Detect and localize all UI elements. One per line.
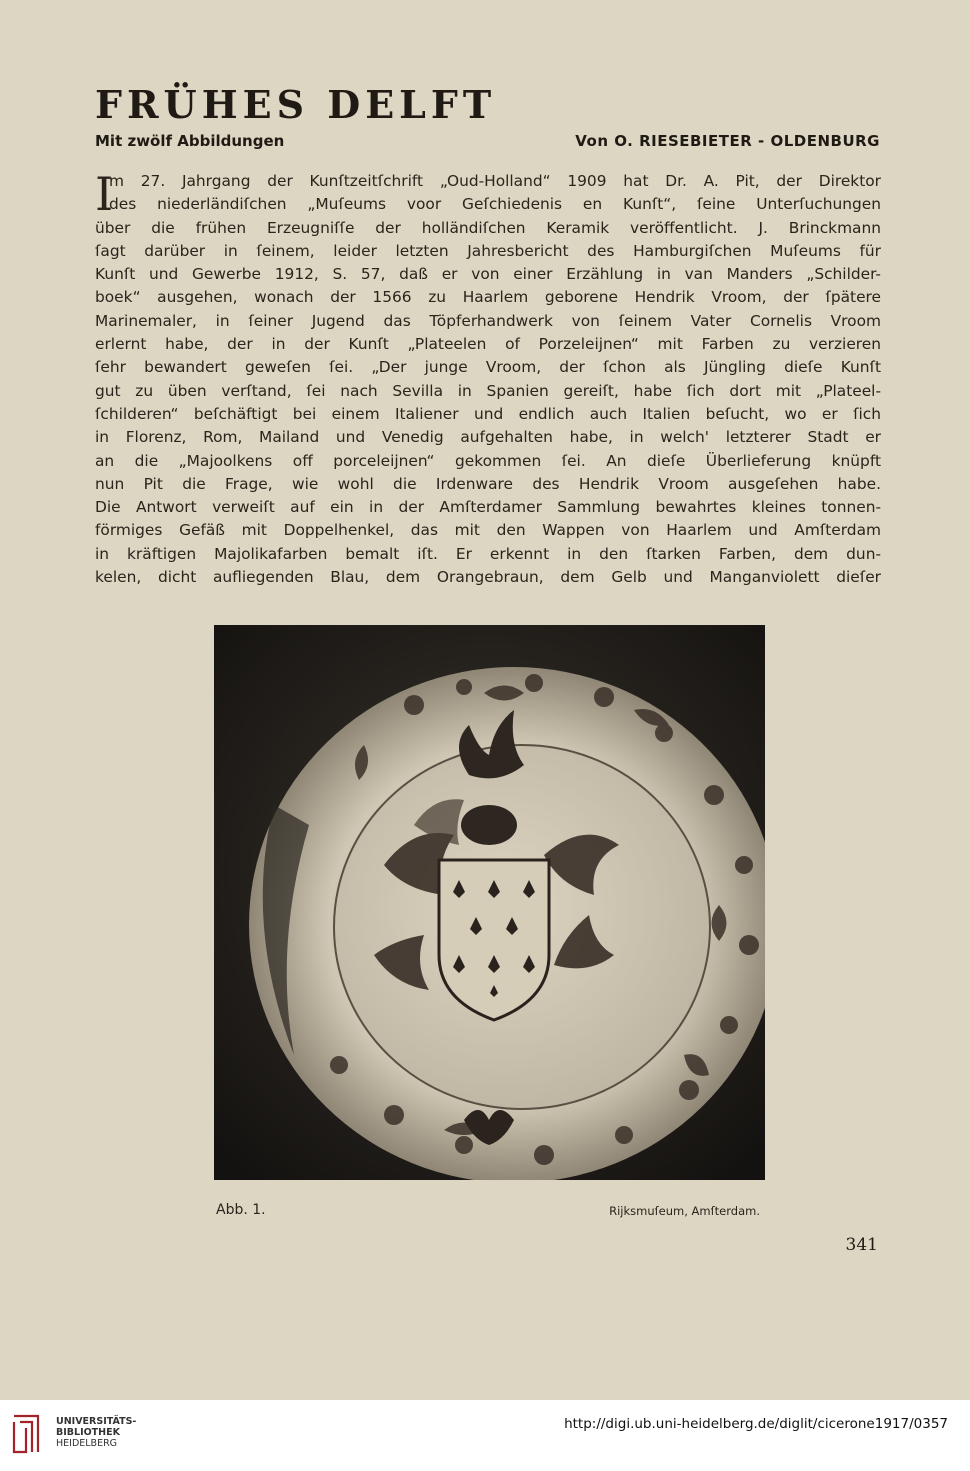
body-line: in Florenz, Rom, Mailand und Venedig aufgehalten habe, in welch' letzterer Stadt er bbox=[95, 428, 881, 447]
body-line: nun Pit die Frage, wie wohl die Irdenware des Hendrik Vroom ausgeſehen habe. bbox=[95, 474, 881, 493]
body-line: des niederländiſchen „Muſeums voor Geſchiedenis en Kunſt“, ſeine Unterſuchungen bbox=[109, 195, 881, 214]
body-line: Die Antwort verweiſt auf ein in der Amſterdamer Sammlung bewahrtes kleines tonnen- bbox=[95, 498, 881, 517]
source-url-link[interactable]: http://digi.ub.uni-heidelberg.de/diglit/cicerone1917/0357 bbox=[564, 1416, 948, 1432]
body-line: in kräftigen Majolikafarben bemalt iſt. Er erkennt in den ſtarken Farben, dem dun- bbox=[95, 544, 881, 563]
figure-caption-number: Abb. 1. bbox=[216, 1202, 266, 1218]
digitization-footer bbox=[0, 1400, 970, 1471]
article-subtitle: Mit zwölf Abbildungen bbox=[95, 132, 285, 150]
library-logo-icon bbox=[10, 1412, 46, 1456]
body-line: boek“ ausgehen, wonach der 1566 zu Haarlem geborene Hendrik Vroom, der ſpätere bbox=[95, 288, 881, 307]
body-line: Kunſt und Gewerbe 1912, S. 57, daß er von einer Erzählung in van Manders „Schilder- bbox=[95, 265, 881, 284]
article-body bbox=[95, 167, 881, 589]
body-line: über die frühen Erzeugniſſe der holländiſchen Keramik veröffentlicht. J. Brinckmann bbox=[95, 218, 881, 237]
delft-plate-image bbox=[214, 625, 765, 1180]
body-line: an die „Majoolkens off porceleijnen“ gekommen ſei. An dieſe Überlieferung knüpft bbox=[95, 451, 881, 470]
article-author: Von O. RIESEBIETER - OLDENBURG bbox=[575, 132, 880, 150]
figure-caption-source: Rijksmuſeum, Amſterdam. bbox=[609, 1204, 760, 1218]
plate-photograph bbox=[214, 625, 765, 1180]
article-title: FRÜHES DELFT bbox=[95, 82, 497, 127]
library-name bbox=[56, 1416, 136, 1449]
body-line: m 27. Jahrgang der Kunſtzeitſchrift „Oud-Holland“ 1909 hat Dr. A. Pit, der Direktor bbox=[109, 172, 881, 190]
library-name-line: HEIDELBERG bbox=[56, 1438, 118, 1449]
drop-cap: I bbox=[95, 167, 114, 221]
body-line: ſehr bewandert geweſen ſei. „Der junge Vroom, der ſchon als Jüngling dieſe Kunſt bbox=[95, 358, 881, 377]
page-number: 341 bbox=[845, 1235, 878, 1255]
body-line: gut zu üben verſtand, ſei nach Sevilla in Spanien gereiſt, habe ſich dort mit „Plateel- bbox=[95, 381, 881, 400]
body-line: erlernt habe, der in der Kunſt „Plateelen of Porzeleijnen“ mit Farben zu verzieren bbox=[95, 335, 881, 354]
library-name-line: UNIVERSITÄTS- bbox=[56, 1416, 137, 1427]
body-line: förmiges Gefäß mit Doppelhenkel, das mit den Wappen von Haarlem und Amſterdam bbox=[95, 521, 881, 540]
library-name-line: BIBLIOTHEK bbox=[56, 1427, 120, 1438]
body-line: ſchilderen“ beſchäftigt bei einem Italiener und endlich auch Italien beſucht, wo er ſich bbox=[95, 404, 881, 423]
body-line: Marinemaler, in ſeiner Jugend das Töpferhandwerk von ſeinem Vater Cornelis Vroom bbox=[95, 311, 881, 330]
body-line: ſagt darüber in ſeinem, leider letzten Jahresbericht des Hamburgiſchen Muſeums für bbox=[95, 241, 881, 260]
body-line: kelen, dicht aufliegenden Blau, dem Orangebraun, dem Gelb und Manganviolett dieſer bbox=[95, 568, 881, 587]
